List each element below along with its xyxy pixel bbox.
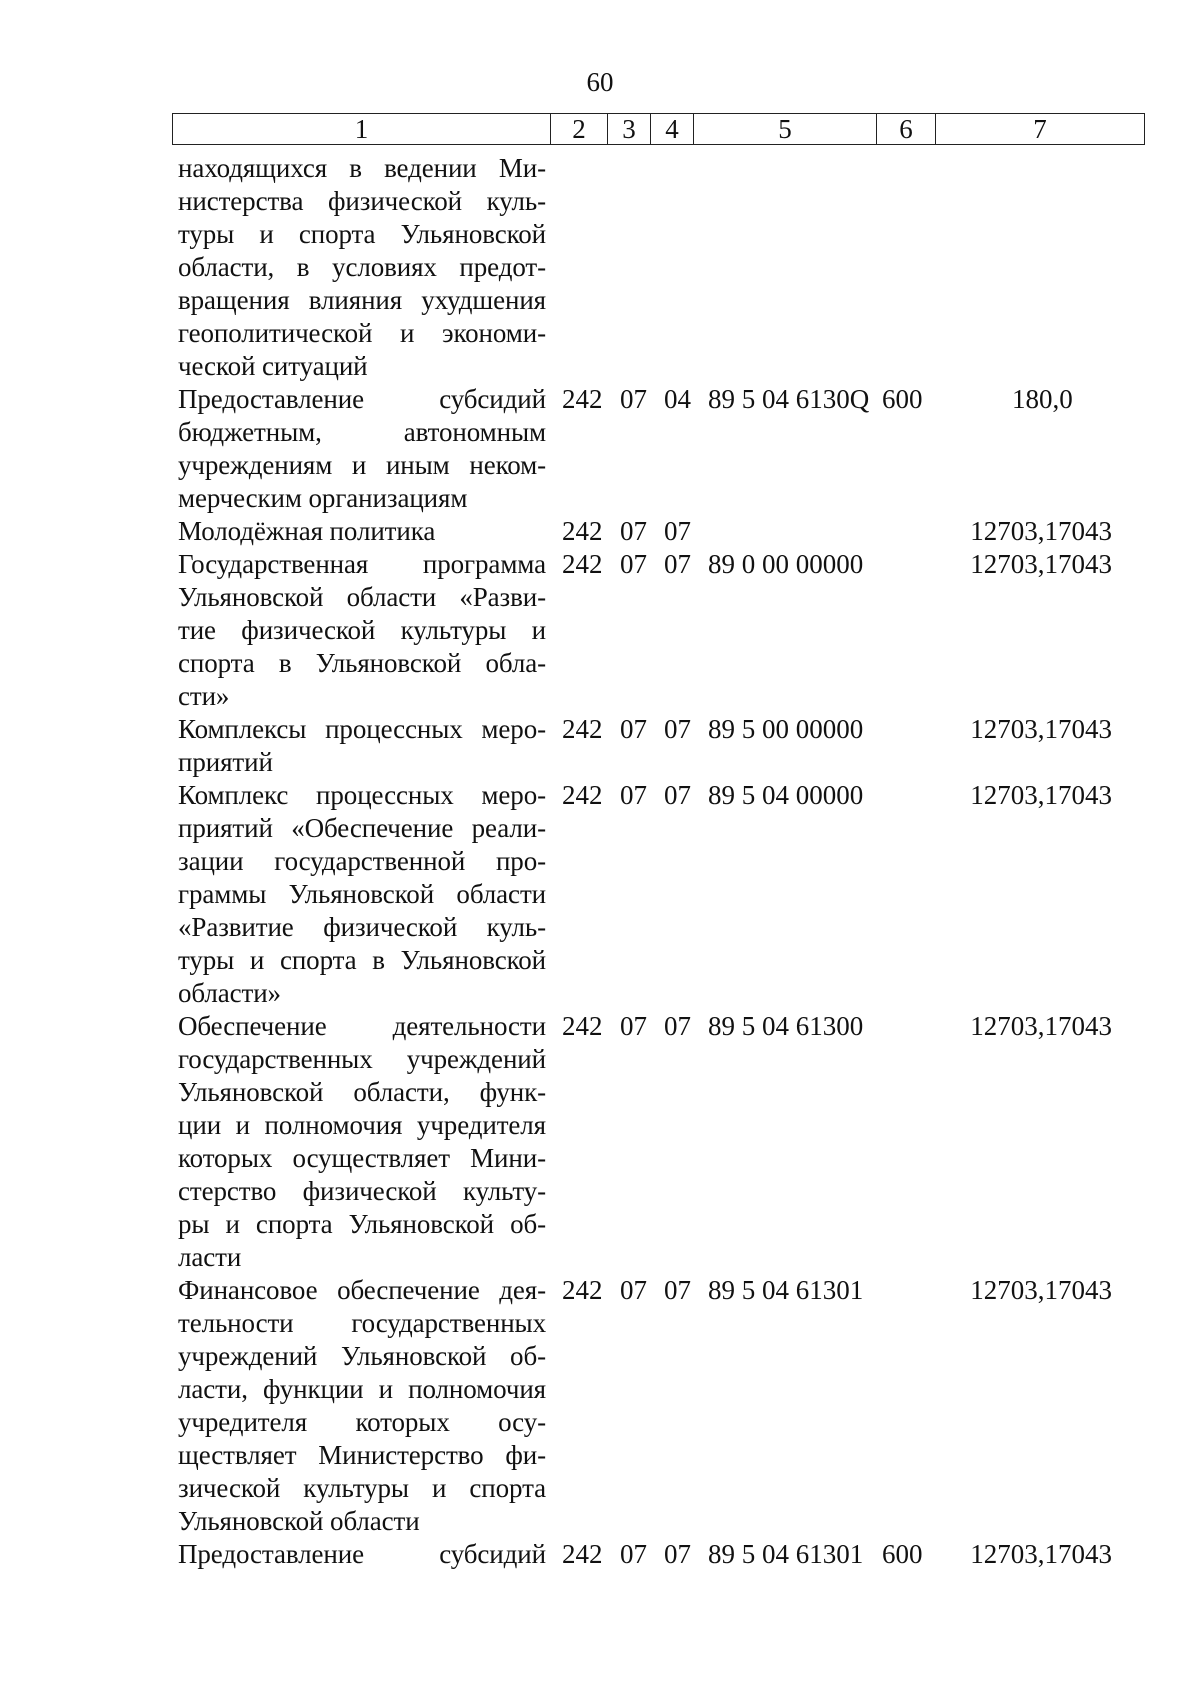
row-description-line: приятий «Обеспечение реали- <box>178 813 546 843</box>
row-description-line: Финансовое обеспечение дея- <box>178 1275 546 1305</box>
row-description <box>178 548 546 713</box>
row-description-line: ры и спорта Ульяновской об- <box>178 1209 546 1239</box>
cell-col-4: 07 <box>664 1011 691 1041</box>
cell-col-2: 242 <box>562 714 603 744</box>
row-description-line: Государственная программа <box>178 549 546 579</box>
table-row <box>0 1010 1200 1274</box>
cell-col-3: 07 <box>620 1011 647 1041</box>
row-description <box>178 713 546 779</box>
cell-col-4: 07 <box>664 1539 691 1569</box>
table-row <box>0 713 1200 779</box>
row-description-line: геополитической и экономи- <box>178 318 546 348</box>
row-description-line: зации государственной про- <box>178 846 546 876</box>
row-description-line: тие физической культуры и <box>178 615 546 645</box>
column-header-5: 5 <box>694 114 877 145</box>
cell-col-2: 242 <box>562 384 603 414</box>
cell-col-3: 07 <box>620 1275 647 1305</box>
row-description-line: Молодёжная политика <box>178 516 436 546</box>
row-description-line: государственных учреждений <box>178 1044 546 1074</box>
cell-col-5: 89 5 04 61300 <box>708 1011 864 1041</box>
row-description-line: граммы Ульяновской области <box>178 879 546 909</box>
table-row <box>0 779 1200 1010</box>
row-description-line: ческой ситуаций <box>178 351 368 381</box>
cell-col-4: 07 <box>664 1275 691 1305</box>
cell-col-7: 12703,17043 <box>970 516 1112 546</box>
column-header-4: 4 <box>651 114 694 145</box>
cell-col-5: 89 5 04 61301 <box>708 1275 864 1305</box>
row-description-line: учреждениям и иным неком- <box>178 450 546 480</box>
column-header-table <box>172 113 1145 145</box>
cell-col-7: 12703,17043 <box>970 1539 1112 1569</box>
row-description-line: бюджетным, автономным <box>178 417 546 447</box>
row-description <box>178 1538 546 1571</box>
column-header-6: 6 <box>877 114 936 145</box>
column-header-7: 7 <box>936 114 1145 145</box>
cell-col-4: 07 <box>664 714 691 744</box>
row-description-line: Предоставление субсидий <box>178 1539 546 1569</box>
row-description-line: нистерства физической куль- <box>178 186 546 216</box>
cell-col-7: 12703,17043 <box>970 714 1112 744</box>
row-description-line: области» <box>178 978 281 1008</box>
row-description <box>178 383 546 515</box>
row-description <box>178 1274 546 1538</box>
row-description-line: ции и полномочия учредителя <box>178 1110 546 1140</box>
cell-col-5: 89 5 00 00000 <box>708 714 864 744</box>
table-row <box>0 152 1200 383</box>
row-description <box>178 152 546 383</box>
table-row <box>0 1538 1200 1571</box>
cell-col-5: 89 5 04 61301 <box>708 1539 864 1569</box>
row-description-line: учредителя которых осу- <box>178 1407 546 1437</box>
row-description-line: ласти <box>178 1242 242 1272</box>
cell-col-2: 242 <box>562 516 603 546</box>
row-description-line: зической культуры и спорта <box>178 1473 546 1503</box>
row-description-line: мерческим организациям <box>178 483 468 513</box>
cell-col-2: 242 <box>562 1275 603 1305</box>
table-row <box>0 515 1200 548</box>
cell-col-3: 07 <box>620 714 647 744</box>
row-description-line: Ульяновской области, функ- <box>178 1077 546 1107</box>
row-description-line: туры и спорта в Ульяновской <box>178 945 546 975</box>
row-description <box>178 779 546 1010</box>
row-description-line: Комплексы процессных меро- <box>178 714 546 744</box>
cell-col-7: 12703,17043 <box>970 780 1112 810</box>
cell-col-2: 242 <box>562 780 603 810</box>
cell-col-7: 12703,17043 <box>970 1275 1112 1305</box>
row-description-line: находящихся в ведении Ми- <box>178 153 546 183</box>
cell-col-2: 242 <box>562 1011 603 1041</box>
column-header-2: 2 <box>551 114 608 145</box>
row-description-line: «Развитие физической куль- <box>178 912 546 942</box>
cell-col-5: 89 5 04 00000 <box>708 780 864 810</box>
row-description-line: туры и спорта Ульяновской <box>178 219 546 249</box>
column-header-1: 1 <box>173 114 551 145</box>
row-description-line: Предоставление субсидий <box>178 384 546 414</box>
row-description-line: Комплекс процессных меро- <box>178 780 546 810</box>
row-description-line: ласти, функции и полномочия <box>178 1374 546 1404</box>
cell-col-2: 242 <box>562 549 603 579</box>
column-header-3: 3 <box>608 114 651 145</box>
cell-col-7: 12703,17043 <box>970 1011 1112 1041</box>
row-description-line: стерство физической культу- <box>178 1176 546 1206</box>
row-description-line: Обеспечение деятельности <box>178 1011 546 1041</box>
cell-col-6: 600 <box>882 384 923 414</box>
cell-col-4: 04 <box>664 384 691 414</box>
row-description <box>178 515 546 548</box>
row-description-line: сти» <box>178 681 230 711</box>
row-description-line: учреждений Ульяновской об- <box>178 1341 546 1371</box>
cell-col-3: 07 <box>620 1539 647 1569</box>
row-description <box>178 1010 546 1274</box>
cell-col-3: 07 <box>620 516 647 546</box>
row-description-line: которых осуществляет Мини- <box>178 1143 546 1173</box>
cell-col-7: 12703,17043 <box>970 549 1112 579</box>
row-description-line: Ульяновской области «Разви- <box>178 582 546 612</box>
cell-col-5: 89 5 04 6130Q <box>708 384 870 414</box>
cell-col-4: 07 <box>664 780 691 810</box>
row-description-line: приятий <box>178 747 273 777</box>
row-description-line: ществляет Министерство фи- <box>178 1440 546 1470</box>
cell-col-4: 07 <box>664 549 691 579</box>
cell-col-3: 07 <box>620 384 647 414</box>
table-row <box>0 383 1200 515</box>
row-description-line: области, в условиях предот- <box>178 252 546 282</box>
cell-col-4: 07 <box>664 516 691 546</box>
cell-col-6: 600 <box>882 1539 923 1569</box>
cell-col-5: 89 0 00 00000 <box>708 549 864 579</box>
table-row <box>0 1274 1200 1538</box>
cell-col-3: 07 <box>620 549 647 579</box>
row-description-line: вращения влияния ухудшения <box>178 285 546 315</box>
cell-col-3: 07 <box>620 780 647 810</box>
row-description-line: спорта в Ульяновской обла- <box>178 648 546 678</box>
page-number: 60 <box>586 67 614 97</box>
cell-col-7: 180,0 <box>1012 384 1073 414</box>
row-description-line: Ульяновской области <box>178 1506 420 1536</box>
table-row <box>0 548 1200 713</box>
row-description-line: тельности государственных <box>178 1308 546 1338</box>
cell-col-2: 242 <box>562 1539 603 1569</box>
